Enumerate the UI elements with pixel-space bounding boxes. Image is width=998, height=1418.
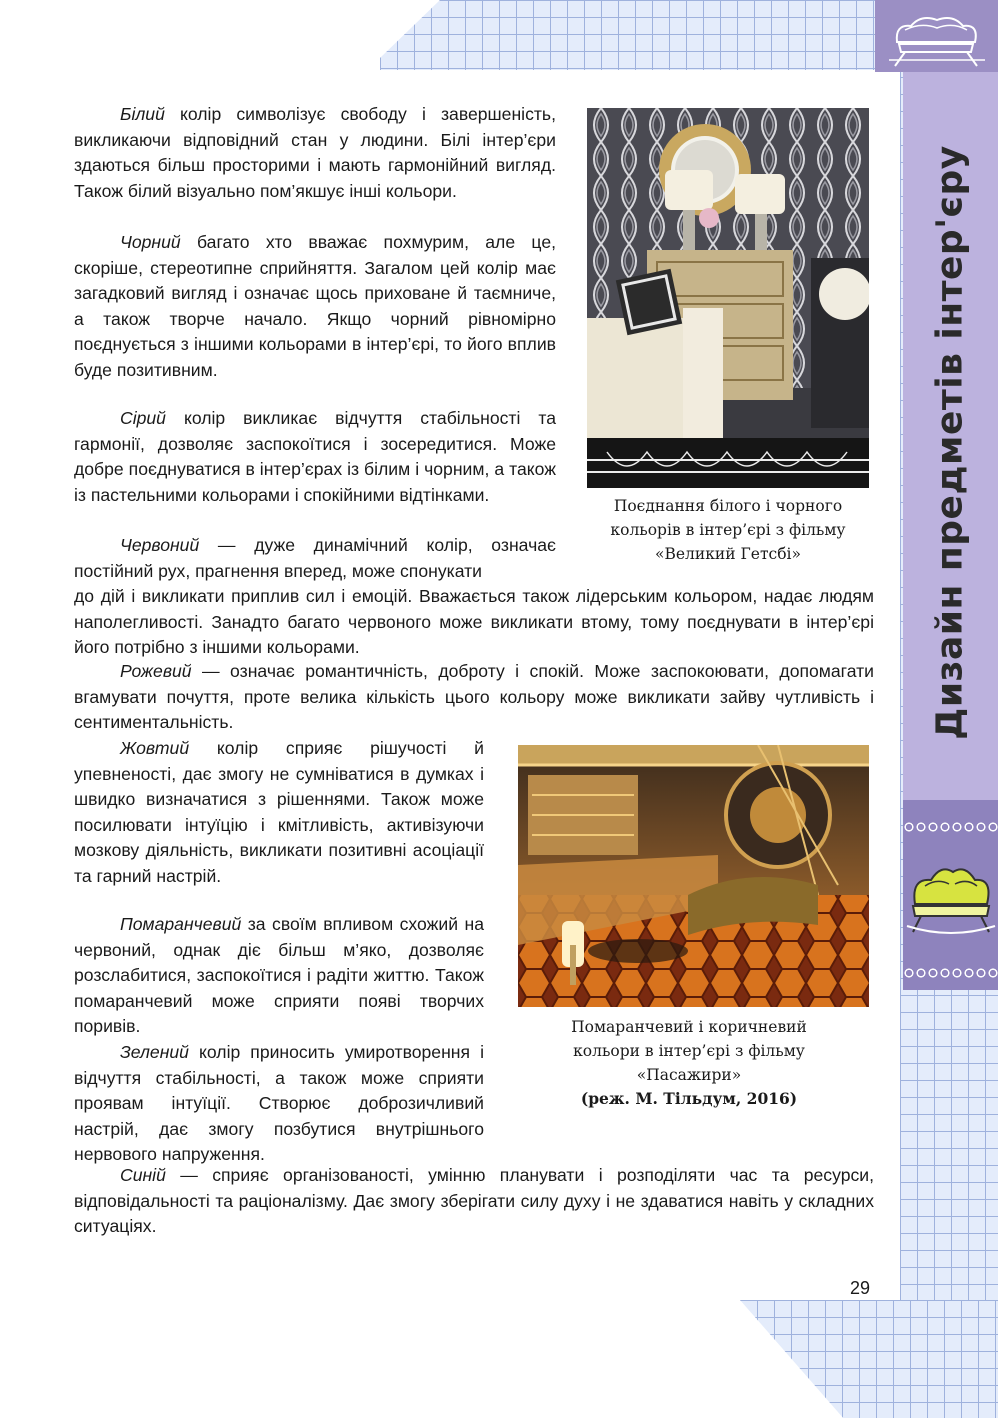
text-red-start: — дуже динамічний колір, означає постійний рух, прагнення вперед, може спонукати bbox=[74, 535, 556, 581]
chapter-title-text: Дизайн предметів інтер'єру bbox=[930, 144, 972, 740]
caption-passengers bbox=[530, 1015, 848, 1111]
term-pink: Рожевий bbox=[120, 661, 192, 681]
paragraph-red-end: до дій і викликати приплив сил і емоцій. Вважається також лідерським кольором, надає людям наполегливості. Занадто багато червоного може викликати втому, тому поєднувати в інтер’єрі його потрібно з іншими кольорами. bbox=[74, 586, 874, 657]
text-white: колір символізує свободу і завершеність, викликаючи відповідний стан у людини. Білі інтер’єри здаються більш просторими і мають гармонійний вигляд. Також білий візуально пом’якшує інші кольори. bbox=[74, 104, 556, 201]
yellow-sofa-icon bbox=[903, 852, 998, 962]
chapter-tab-top bbox=[875, 0, 998, 72]
sofa-icon bbox=[875, 0, 998, 72]
dots-divider-bottom bbox=[903, 966, 998, 980]
page-number: 29 bbox=[850, 1278, 871, 1298]
paragraph-yellow bbox=[74, 736, 484, 889]
term-green: Зелений bbox=[120, 1042, 189, 1062]
term-yellow: Жовтий bbox=[120, 738, 190, 758]
term-red: Червоний bbox=[120, 535, 200, 555]
term-white: Білий bbox=[120, 104, 165, 124]
paragraph-black bbox=[74, 230, 556, 383]
term-orange: Помаранчевий bbox=[120, 914, 242, 934]
caption-gatsby-line1: Поєднання білого і чорного bbox=[613, 497, 843, 515]
text-pink: — означає романтичність, доброту і спокій. Може заспокоювати, допомагати вгамувати почуття, проте велика кількість цього кольору може викликати зайву чутливість і сентиментальність. bbox=[74, 661, 874, 732]
caption-passengers-line2: кольори в інтер’єрі з фільму bbox=[573, 1042, 805, 1060]
paragraph-green bbox=[74, 1040, 484, 1168]
gatsby-interior-illustration bbox=[587, 108, 869, 488]
text-blue: — сприяє організованості, умінню планувати і розподіляти час та ресурси, відповідальності та раціоналізму. Дає змогу зберігати силу духу і не здаватися навіть у складних ситуаціях. bbox=[74, 1165, 874, 1236]
caption-passengers-line4: (реж. М. Тільдум, 2016) bbox=[580, 1089, 798, 1108]
caption-passengers-line3: «Пасажири» bbox=[636, 1066, 742, 1084]
term-gray: Сірий bbox=[120, 408, 166, 428]
passengers-interior-photo bbox=[518, 745, 869, 1007]
grid-paper-bottom bbox=[740, 1300, 998, 1418]
paragraph-red-start bbox=[74, 533, 556, 584]
dots-divider-top bbox=[903, 820, 998, 834]
caption-gatsby bbox=[575, 494, 881, 566]
paragraph-blue bbox=[74, 1163, 874, 1240]
term-black: Чорний bbox=[120, 232, 181, 252]
term-blue: Синій bbox=[120, 1165, 166, 1185]
caption-gatsby-line3: «Великий Гетсбі» bbox=[655, 545, 801, 563]
passengers-interior-illustration bbox=[518, 745, 869, 1007]
text-green: колір приносить умиротворення і відчуття стабільності, а також може сприяти проявам інтуїції. Створює доброзичливий настрій, дає змогу позбутися внутрішнього нервового напруження. bbox=[74, 1042, 484, 1164]
text-orange: за своїм впливом схожий на червоний, однак діє більш м’яко, дозволяє розслабитися, заспокоїтися і радіти життю. Також помаранчевий може сприяти появі творчих поривів. bbox=[74, 914, 484, 1036]
caption-gatsby-line2: кольорів в інтер’єрі з фільму bbox=[610, 521, 846, 539]
paragraph-pink bbox=[74, 659, 874, 736]
chapter-tab-middle bbox=[903, 800, 998, 990]
chapter-title-vertical bbox=[903, 72, 998, 812]
paragraph-orange bbox=[74, 912, 484, 1040]
paragraph-white bbox=[74, 102, 556, 204]
text-yellow: колір сприяє рішучості й упевненості, дає змогу не сумніватися в думках і швидко визначатися з рішеннями. Також може посилювати інтуїцію і кмітливість, активізуючи мозкову діяльність, викликати позитивні асоціації та гарний настрій. bbox=[74, 738, 484, 886]
gatsby-interior-photo bbox=[587, 108, 869, 488]
text-black: багато хто вважає похмурим, але це, скоріше, стереотипне сприйняття. Загалом цей колір має загадковий вигляд і означає щось приховане й таємниче, а також творче начало. Якщо чорний рівномірно поєднується з іншими кольорами в інтер’єрі, то його вплив буде позитивним. bbox=[74, 232, 556, 380]
paragraph-gray bbox=[74, 406, 556, 508]
caption-passengers-line1: Помаранчевий і коричневий bbox=[571, 1018, 807, 1036]
text-gray: колір викликає відчуття стабільності та гармонії, дозволяє заспокоїтися і зосередитися. Може добре поєднуватися в інтер’єрах із білим і чорним, а також із пастельними кольорами і спокійними відтінками. bbox=[74, 408, 556, 505]
